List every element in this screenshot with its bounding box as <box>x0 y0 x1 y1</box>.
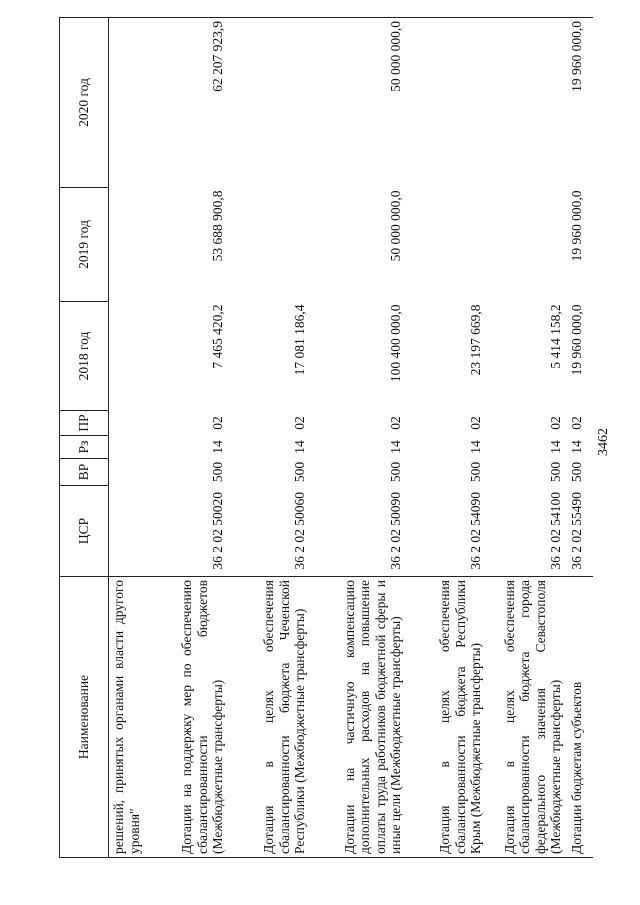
row-2020: 19 960 000,0 <box>567 18 593 188</box>
budget-table <box>59 17 593 858</box>
row-vr <box>109 459 147 486</box>
row-name: Дотация в целях обеспечения сбалансированности бюджета Республики Крым (Межбюджетные трансферты) <box>407 577 487 858</box>
row-2018: 100 400 000,0 <box>387 304 403 383</box>
row-2020 <box>109 18 147 188</box>
row-pr: 02 <box>547 416 563 430</box>
row-2020 <box>487 18 567 188</box>
header-2018: 2018 год <box>60 302 109 411</box>
row-2018: 17 081 186,4 <box>291 304 307 376</box>
row-2018: 19 960 000,0 <box>568 304 584 376</box>
row-csr: 36 2 02 50090 <box>387 491 403 570</box>
table-row <box>311 18 407 858</box>
header-2020: 2020 год <box>60 18 109 188</box>
row-pr: 02 <box>209 416 225 430</box>
header-vr: ВР <box>60 459 109 486</box>
row-2018: 7 465 420,2 <box>209 304 225 369</box>
table-row <box>147 18 229 858</box>
row-rz: 14 <box>209 440 225 454</box>
row-csr: 36 2 02 54100 <box>547 491 563 570</box>
table-row <box>109 18 147 858</box>
row-name: Дотации на частичную компенсацию дополнительных расходов на повышение оплаты труда работников бюджетной сферы и иные цели (Межбюджетные трансферты) <box>311 577 407 858</box>
table-row <box>567 18 593 858</box>
row-csr <box>109 486 147 577</box>
row-2019: 50 000 000,0 <box>387 190 403 262</box>
row-2020: 50 000 000,0 <box>311 18 407 188</box>
row-vr: 500 <box>568 461 584 483</box>
row-pr: 02 <box>568 416 584 430</box>
row-pr <box>109 411 147 436</box>
row-csr: 36 2 02 50060 <box>291 491 307 570</box>
header-pr: ПР <box>60 411 109 436</box>
row-name: Дотации на поддержку мер по обеспечению сбалансированности бюджетов (Межбюджетные трансферты) <box>147 577 229 858</box>
row-2019 <box>229 188 311 302</box>
row-2019 <box>487 188 567 302</box>
row-pr: 02 <box>387 416 403 430</box>
row-rz: 14 <box>467 440 483 454</box>
row-name: решений, принятых органами власти другого уровня" <box>109 577 147 858</box>
page-number: 3462 <box>596 428 611 456</box>
row-2018: 23 197 669,8 <box>467 304 483 376</box>
row-vr: 500 <box>467 461 483 483</box>
table-row <box>407 18 487 858</box>
row-pr: 02 <box>467 416 483 430</box>
row-rz <box>109 436 147 459</box>
row-csr: 36 2 02 50020 <box>209 491 225 570</box>
row-2018: 5 414 158,2 <box>547 304 563 369</box>
row-2020 <box>229 18 311 188</box>
row-rz: 14 <box>291 440 307 454</box>
table-header-row <box>60 18 109 858</box>
header-name: Наименование <box>60 577 109 858</box>
row-2019: 53 688 900,8 <box>209 190 225 262</box>
row-vr: 500 <box>387 461 403 483</box>
budget-table-rotated <box>59 18 591 858</box>
row-name: Дотации бюджетам субъектов <box>567 577 593 858</box>
header-csr: ЦСР <box>60 486 109 577</box>
row-2020: 62 207 923,9 <box>147 18 229 188</box>
row-2019 <box>407 188 487 302</box>
row-rz: 14 <box>387 440 403 454</box>
row-2019 <box>109 188 147 302</box>
row-csr: 36 2 02 54090 <box>467 491 483 570</box>
row-2020 <box>407 18 487 188</box>
row-pr: 02 <box>291 416 307 430</box>
row-vr: 500 <box>547 461 563 483</box>
row-vr: 500 <box>291 461 307 483</box>
row-name: Дотация в целях обеспечения сбалансированности бюджета Чеченской Республики (Межбюджетные трансферты) <box>229 577 311 858</box>
header-rz: Рз <box>60 436 109 459</box>
table-row <box>229 18 311 858</box>
row-name: Дотация в целях обеспечения сбалансированности бюджета города федерального значения Севастополя (Межбюджетные трансферты) <box>487 577 567 858</box>
row-csr: 36 2 02 55490 <box>568 491 584 570</box>
table-row <box>487 18 567 858</box>
row-2019: 19 960 000,0 <box>568 190 584 262</box>
row-rz: 14 <box>547 440 563 454</box>
header-2019: 2019 год <box>60 188 109 302</box>
row-2018 <box>109 302 147 411</box>
row-vr: 500 <box>209 461 225 483</box>
row-rz: 14 <box>568 440 584 454</box>
